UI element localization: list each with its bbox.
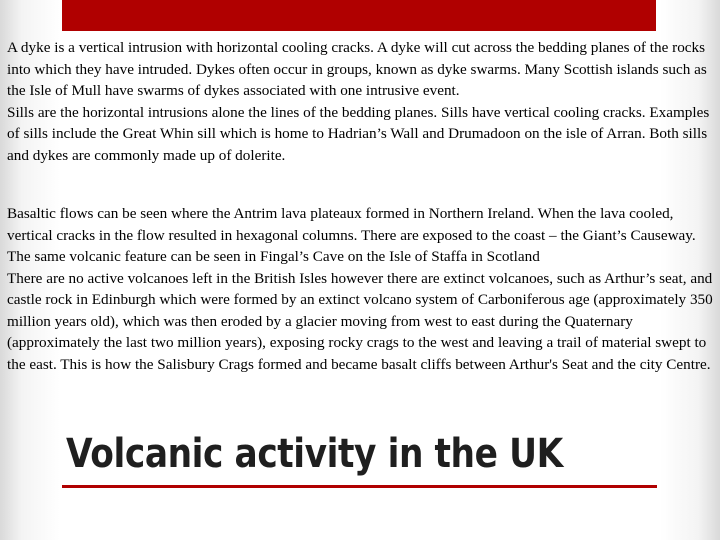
- slide-title: Volcanic activity in the UK: [66, 431, 563, 477]
- body-text-block-intrusions: [7, 37, 715, 166]
- paragraph-extinct-volcanoes: There are no active volcanoes left in the British Isles however there are extinct volcanoes, such as Arthur’s seat, and castle rock in Edinburgh which were formed by an extinct volcano system of Carboniferous age (approximately 350 million years old), which was then eroded by a glacier moving from west to east during the Quaternary (approximately the last two million years), exposing rocky crags to the west and leaving a trail of material swept to the east. This is how the Salisbury Crags formed and became basalt cliffs between Arthur's Seat and the city Centre.: [7, 269, 713, 373]
- paragraph-dykes: A dyke is a vertical intrusion with horizontal cooling cracks. A dyke will cut across the bedding planes of the rocks into which they have intruded. Dykes often occur in groups, known as dyke swarms. Many Scottish islands such as the Isle of Mull have swarms of dykes associated with one intrusive event.: [7, 39, 707, 99]
- paragraph-sills: Sills are the horizontal intrusions alone the lines of the bedding planes. Sills have vertical cooling cracks. Examples of sills include the Great Whin sill which is home to Hadrian’s Wall and Drumadoon on the isle of Arran. Both sills and dykes are commonly made up of dolerite.: [7, 103, 710, 164]
- title-underline: [62, 485, 657, 488]
- paragraph-basaltic-flows: Basaltic flows can be seen where the Antrim lava plateaux formed in Northern Ireland. When the lava cooled, vertical cracks in the flow resulted in hexagonal columns. There are exposed to the coast – the Giant’s Causeway. The same volcanic feature can be seen in Fingal’s Cave on the Isle of Staffa in Scotland: [7, 205, 696, 265]
- body-text-block-extrusions: [7, 203, 715, 375]
- top-accent-bar: [62, 0, 656, 31]
